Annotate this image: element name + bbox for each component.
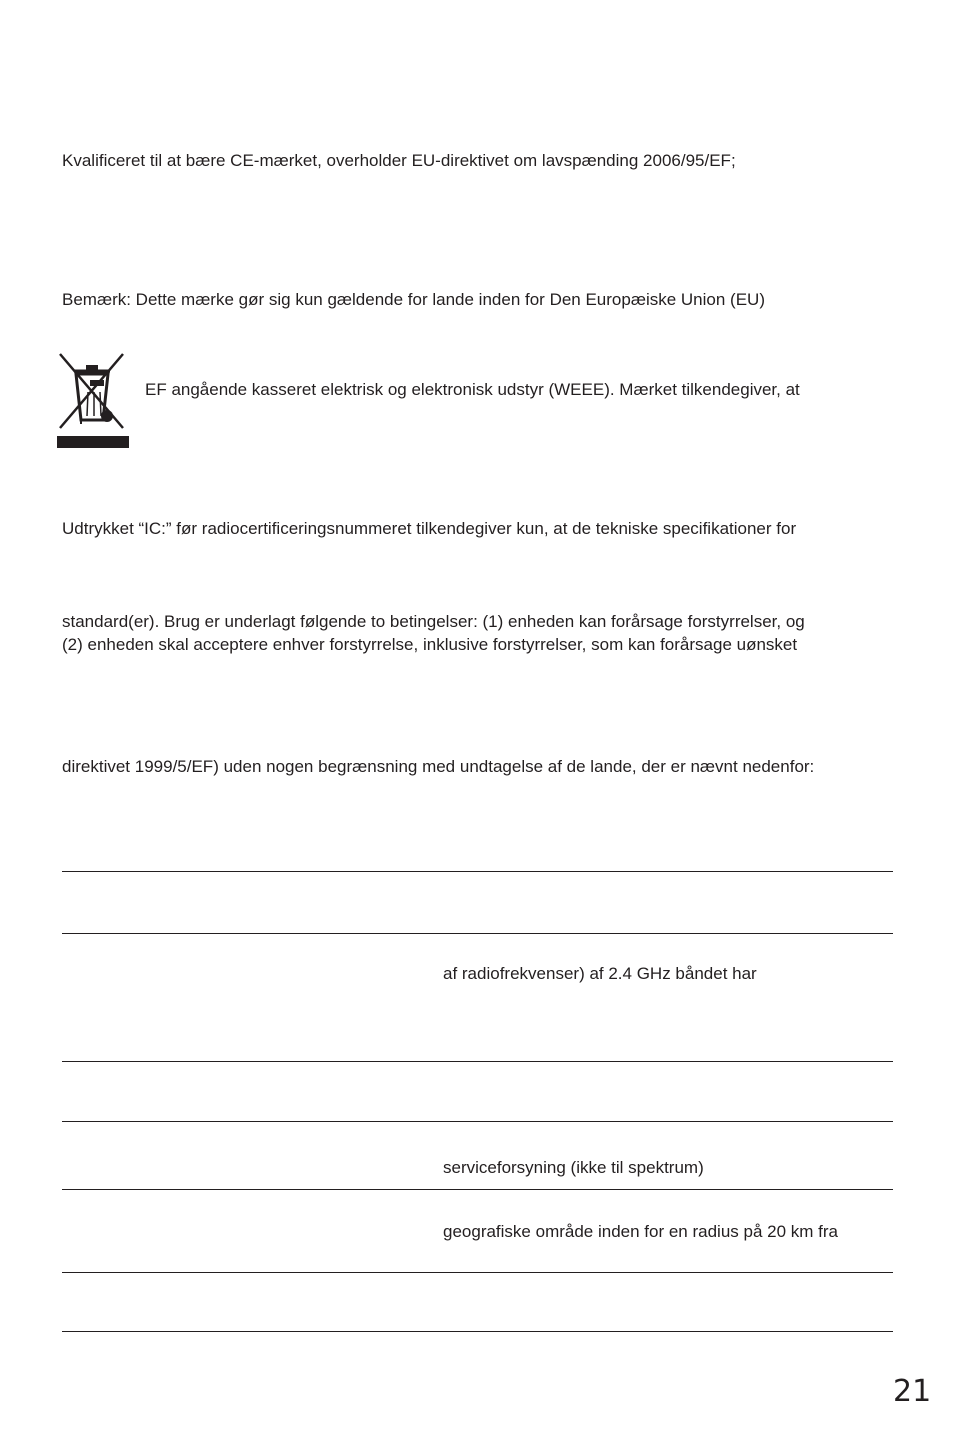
table-rule — [62, 1331, 893, 1332]
directive-paragraph: direktivet 1999/5/EF) uden nogen begrænsning med undtagelse af de lande, der er nævnt nedenfor: — [62, 757, 815, 776]
standard-paragraph-line-2: (2) enheden skal acceptere enhver forstyrrelse, inklusive forstyrrelser, som kan forårsage uønsket — [62, 635, 798, 654]
ce-mark-paragraph: Kvalificeret til at bære CE-mærket, overholder EU-direktivet om lavspænding 2006/95/EF; — [62, 151, 736, 170]
table-rule — [62, 1061, 893, 1062]
table-rule — [62, 933, 893, 934]
table-rule — [62, 1272, 893, 1273]
table-rule — [62, 1189, 893, 1190]
ic-paragraph: Udtrykket “IC:” før radiocertificeringsnummeret tilkendegiver kun, at de tekniske specifikationer for — [62, 519, 797, 538]
table-rule — [62, 871, 893, 872]
table-cell: af radiofrekvenser) af 2.4 GHz båndet har — [443, 964, 757, 983]
eu-note-paragraph: Bemærk: Dette mærke gør sig kun gældende for lande inden for Den Europæiske Union (EU) — [62, 290, 765, 309]
weee-paragraph: EF angående kasseret elektrisk og elektronisk udstyr (WEEE). Mærket tilkendegiver, at — [145, 380, 800, 399]
standard-paragraph-line-1: standard(er). Brug er underlagt følgende to betingelser: (1) enheden kan forårsage forstyrrelser, og — [62, 612, 805, 631]
table-rule — [62, 1121, 893, 1122]
page-number: 21 — [893, 1374, 932, 1409]
table-cell: geografiske område inden for en radius på 20 km fra — [443, 1222, 839, 1241]
weee-bin-icon — [56, 352, 130, 450]
table-cell: serviceforsyning (ikke til spektrum) — [443, 1158, 704, 1177]
